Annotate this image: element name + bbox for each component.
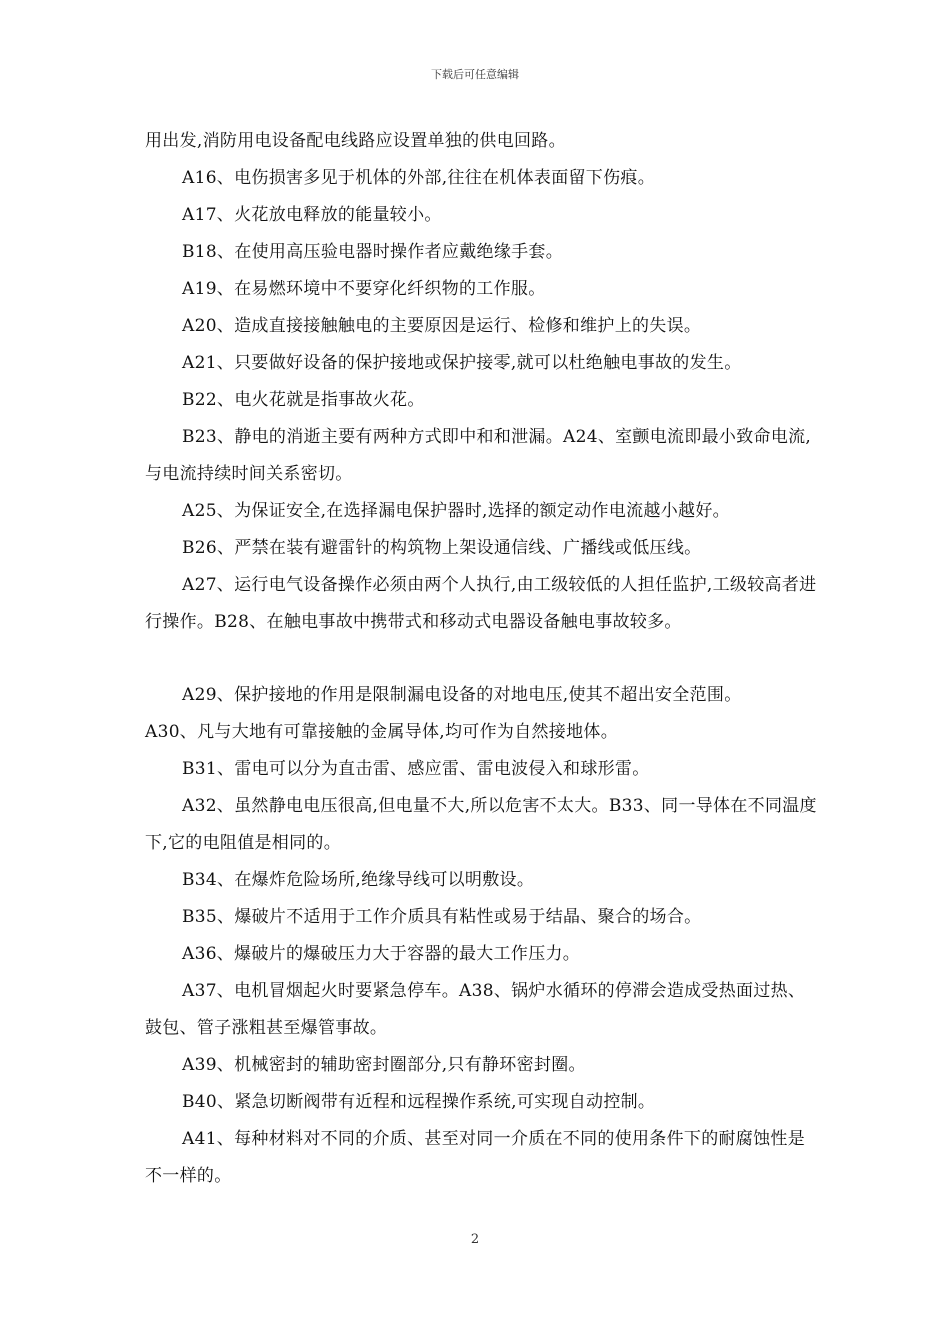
paragraph: B31、雷电可以分为直击雷、感应雷、雷电波侵入和球形雷。 bbox=[182, 759, 650, 779]
paragraph: A19、在易燃环境中不要穿化纤织物的工作服。 bbox=[182, 279, 546, 299]
paragraph: B35、爆破片不适用于工作介质具有粘性或易于结晶、聚合的场合。 bbox=[182, 907, 702, 927]
paragraph: A17、火花放电释放的能量较小。 bbox=[182, 205, 442, 225]
paragraph: A16、电伤损害多见于机体的外部,往往在机体表面留下伤痕。 bbox=[182, 168, 656, 188]
paragraph: A30、凡与大地有可靠接触的金属导体,均可作为自然接地体。 bbox=[145, 722, 619, 742]
paragraph: A36、爆破片的爆破压力大于容器的最大工作压力。 bbox=[182, 944, 581, 964]
paragraph: A39、机械密封的辅助密封圈部分,只有静环密封圈。 bbox=[182, 1055, 586, 1075]
paragraph: A25、为保证安全,在选择漏电保护器时,选择的额定动作电流越小越好。 bbox=[182, 501, 730, 521]
paragraph: 用出发,消防用电设备配电线路应设置单独的供电回路。 bbox=[145, 131, 566, 151]
document-body bbox=[145, 123, 817, 1195]
paragraph: A20、造成直接接触触电的主要原因是运行、检修和维护上的失误。 bbox=[182, 316, 702, 336]
paragraph: A32、虽然静电电压很高,但电量不大,所以危害不太大。B33、同一导体在不同温度下,它的电阻值是相同的。 bbox=[145, 796, 817, 853]
paragraph: A37、电机冒烟起火时要紧急停车。A38、锅炉水循环的停滞会造成受热面过热、鼓包、管子涨粗甚至爆管事故。 bbox=[145, 981, 806, 1038]
paragraph: A21、只要做好设备的保护接地或保护接零,就可以杜绝触电事故的发生。 bbox=[182, 353, 742, 373]
paragraph: B18、在使用高压验电器时操作者应戴绝缘手套。 bbox=[182, 242, 564, 262]
blank-line bbox=[145, 641, 817, 677]
page-number: 2 bbox=[470, 1232, 480, 1247]
page-header: 下载后可任意编辑 bbox=[431, 68, 519, 81]
paragraph: B22、电火花就是指事故火花。 bbox=[182, 390, 425, 410]
paragraph: A29、保护接地的作用是限制漏电设备的对地电压,使其不超出安全范围。 bbox=[182, 685, 742, 705]
paragraph: B34、在爆炸危险场所,绝缘导线可以明敷设。 bbox=[182, 870, 535, 890]
paragraph: B40、紧急切断阀带有近程和远程操作系统,可实现自动控制。 bbox=[182, 1092, 656, 1112]
paragraph: A41、每种材料对不同的介质、甚至对同一介质在不同的使用条件下的耐腐蚀性是不一样的。 bbox=[145, 1129, 806, 1186]
paragraph: B23、静电的消逝主要有两种方式即中和和泄漏。A24、室颤电流即最小致命电流,与电流持续时间关系密切。 bbox=[145, 427, 812, 484]
paragraph: B26、严禁在装有避雷针的构筑物上架设通信线、广播线或低压线。 bbox=[182, 538, 702, 558]
paragraph: A27、运行电气设备操作必须由两个人执行,由工级较低的人担任监护,工级较高者进行操作。B28、在触电事故中携带式和移动式电器设备触电事故较多。 bbox=[145, 575, 817, 632]
